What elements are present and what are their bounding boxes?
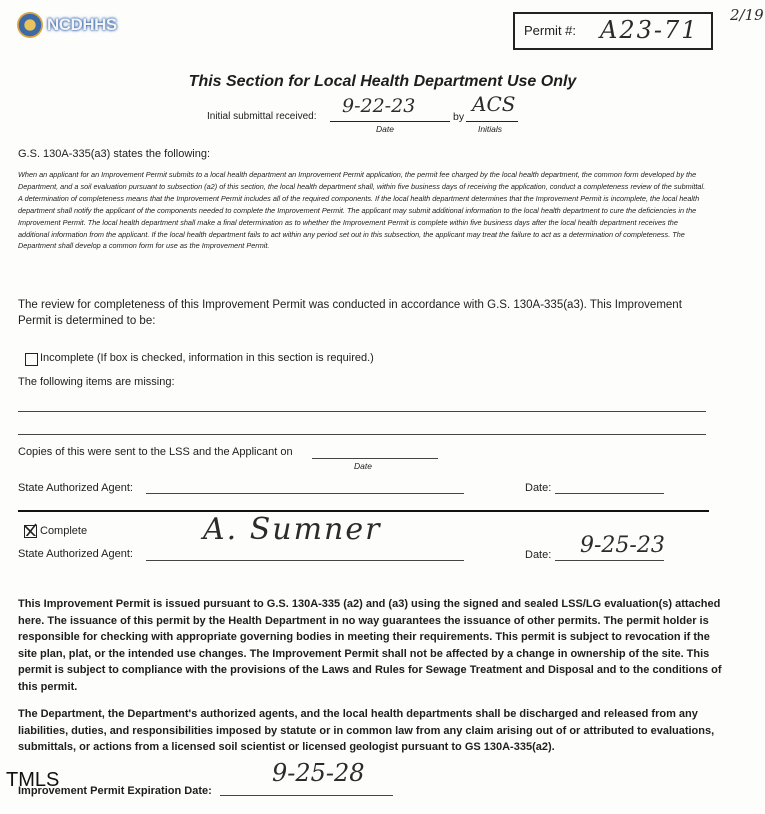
- expiration-label: Improvement Permit Expiration Date:: [18, 785, 212, 797]
- submittal-initials-value: ACS: [472, 92, 516, 116]
- incomplete-label: Incomplete (If box is checked, information in this section is required.): [40, 352, 374, 364]
- submittal-label: Initial submittal received:: [207, 111, 317, 122]
- issuance-paragraph: This Improvement Permit is issued pursuant to G.S. 130A-335 (a2) and (a3) using the signed and sealed LSS/LG evaluation(s) attached here. The issuance of this permit by the Health Department in no way guarantees the issuance of other permits. The permit holder is responsible for checking with appropriate governing bodies in meeting their requirements. This permit is subject to revocation if the site plan, plat, or the intended use changes. The Improvement Permit shall not be affected by a change in ownership of the site. This permit is subject to compliance with the provisions of the Laws and Rules for Sewage Treatment and Disposal and to the conditions of this permit.: [18, 598, 722, 693]
- tmls-watermark: TMLS: [6, 769, 60, 791]
- submittal-date-value: 9-22-23: [342, 95, 416, 117]
- complete-date-label: Date:: [525, 549, 552, 561]
- agent-signature: A. Sumner: [203, 512, 382, 547]
- state-seal-icon: [17, 12, 43, 38]
- permit-number-box: [513, 12, 713, 50]
- agent-date-line[interactable]: [555, 493, 664, 494]
- missing-items-line-2[interactable]: [18, 434, 706, 435]
- complete-checkbox[interactable]: [24, 525, 37, 538]
- complete-agent-label: State Authorized Agent:: [18, 548, 133, 560]
- page-note: 2/19: [730, 6, 764, 24]
- missing-items-label: The following items are missing:: [18, 376, 175, 388]
- section-title: This Section for Local Health Department Use Only: [188, 73, 577, 90]
- review-text: The review for completeness of this Improvement Permit was conducted in accordance with G.S. 130A-335(a3). This Improvement Permit is determined to be:: [18, 299, 682, 327]
- submittal-initials-caption: Initials: [477, 124, 503, 134]
- copies-date-line[interactable]: [312, 458, 438, 459]
- copies-date-caption: Date: [354, 461, 372, 471]
- copies-label: Copies of this were sent to the LSS and the Applicant on: [18, 446, 293, 458]
- statute-text: When an applicant for an Improvement Permit submits to a local health department an Improvement Permit application, the permit fee charged by the local health department, the common form developed by the Department, and a soil evaluation pursuant to subsection (a2) of this section, the local health department shall, within five business days of receiving the application, conduct a completeness review of the submittal. A determination of completeness means that the Improvement Permit includes all of the required components. If the local health department determines that the Improvement Permit is incomplete, the local health department shall notify the applicant of the components needed to complete the Improvement Permit. The applicant may submit additional information to the local health department to cure the deficiencies in the Improvement Permit. The local health department shall make a final determination as to whether the Improvement Permit is complete within five business days after the local health department receives the additional information from the applicant. If the local health department fails to act within any period set out in this subsection, the applicant may treat the failure to act as a determination of completeness. The Department shall develop a common form for use as the Improvement Permit.: [18, 170, 706, 251]
- missing-items-line-1[interactable]: [18, 411, 706, 412]
- statute-heading: G.S. 130A-335(a3) states the following:: [18, 148, 210, 160]
- complete-date-line[interactable]: [555, 560, 664, 561]
- submittal-date-caption: Date: [376, 124, 394, 134]
- complete-date-value: 9-25-23: [580, 533, 665, 558]
- permit-label: Permit #:: [524, 23, 577, 38]
- checkmark-icon: [24, 523, 37, 536]
- liability-paragraph: The Department, the Department's authorized agents, and the local health departments shall be discharged and released from any liabilities, duties, and responsibilities imposed by statute or in common law from any claim arising out of or attributed to evaluations, submittals, or actions from a licensed soil scientist or licensed geologist pursuant to GS 130A-335(a2).: [18, 708, 715, 753]
- complete-label: Complete: [40, 525, 88, 537]
- permit-number: A23-71: [600, 16, 699, 44]
- ncdhhs-logo: [17, 12, 129, 40]
- agent-label: State Authorized Agent:: [18, 482, 133, 494]
- logo-text: NCDHHS: [47, 15, 117, 34]
- incomplete-checkbox[interactable]: [25, 353, 38, 366]
- expiration-date-value: 9-25-28: [272, 759, 365, 787]
- submittal-by-label: by: [453, 111, 465, 123]
- agent-date-label: Date:: [525, 482, 552, 494]
- expiration-date-line[interactable]: [220, 795, 393, 796]
- agent-signature-line[interactable]: [146, 493, 464, 494]
- complete-signature-line[interactable]: [146, 560, 464, 561]
